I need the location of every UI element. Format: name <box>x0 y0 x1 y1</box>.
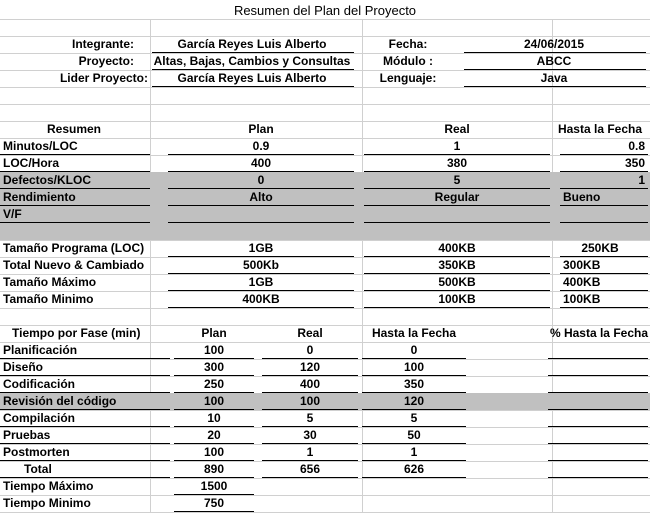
fase-row-label: Planificación <box>3 343 78 357</box>
value-underline <box>168 171 354 172</box>
value-underline <box>168 273 354 274</box>
tamano-row-plan: 1GB <box>248 275 274 289</box>
fase-row-plan: 100 <box>203 394 225 408</box>
value-underline <box>168 290 354 291</box>
fase-underline <box>262 426 358 427</box>
value-underline <box>560 188 648 189</box>
fase-underline <box>174 494 254 495</box>
resumen-row-real: 1 <box>453 139 461 153</box>
value-underline <box>364 256 550 257</box>
fases-pct-header: % Hasta la Fecha <box>549 326 648 340</box>
fase-row-label: Diseño <box>3 360 44 374</box>
fase-underline <box>262 477 358 478</box>
tamano-row-real: 400KB <box>438 241 476 255</box>
fase-row-hasta: 50 <box>407 428 421 442</box>
tamano-row-label: Tamaño Máximo <box>3 275 97 289</box>
fase-underline <box>262 409 358 410</box>
fase-underline <box>0 375 170 376</box>
tiempo-minimo-label: Tiempo Minimo <box>3 496 91 510</box>
fase-underline <box>548 477 648 478</box>
fase-underline <box>362 409 466 410</box>
integrante-value: García Reyes Luis Alberto <box>177 37 327 51</box>
fase-underline <box>0 443 170 444</box>
value-underline <box>364 205 550 206</box>
value-underline <box>364 222 550 223</box>
value-underline <box>168 307 354 308</box>
fase-total-plan: 890 <box>203 462 225 476</box>
fase-row-real: 30 <box>303 428 317 442</box>
fase-underline <box>362 460 466 461</box>
fase-underline <box>262 443 358 444</box>
lenguaje-underline <box>464 86 646 87</box>
resumen-row-real: 5 <box>453 173 461 187</box>
value-underline <box>560 290 648 291</box>
value-underline <box>560 154 648 155</box>
value-underline <box>364 290 550 291</box>
fase-underline <box>174 409 254 410</box>
fase-underline <box>262 375 358 376</box>
value-underline <box>364 171 550 172</box>
fase-row-plan: 300 <box>203 360 225 374</box>
fase-row-plan: 250 <box>203 377 225 391</box>
grid-row-line <box>0 19 650 20</box>
fase-row-plan: 10 <box>207 411 221 425</box>
page-title: Resumen del Plan del Proyecto <box>233 3 417 18</box>
fase-underline <box>548 392 648 393</box>
fase-row-real: 100 <box>299 394 321 408</box>
fase-underline <box>0 426 170 427</box>
fecha-value: 24/06/2015 <box>523 37 585 51</box>
label-underline <box>0 154 150 155</box>
lider-value: García Reyes Luis Alberto <box>177 71 327 85</box>
value-underline <box>168 222 354 223</box>
resumen-row-hasta: 0.8 <box>628 139 645 153</box>
fase-underline <box>174 392 254 393</box>
fase-row-plan: 20 <box>207 428 221 442</box>
fase-underline <box>174 460 254 461</box>
fase-underline <box>174 426 254 427</box>
lenguaje-label: Lenguaje: <box>379 71 437 85</box>
fase-underline <box>362 375 466 376</box>
label-underline <box>0 222 150 223</box>
tamano-row-label: Total Nuevo & Cambiado <box>3 258 145 272</box>
integrante-underline <box>152 52 354 53</box>
fase-underline <box>548 358 648 359</box>
tamano-row-hasta: 100KB <box>563 292 601 306</box>
fase-row-real: 1 <box>306 445 314 459</box>
fase-underline <box>0 358 170 359</box>
fases-hasta-header: Hasta la Fecha <box>371 326 457 340</box>
value-underline <box>364 188 550 189</box>
fase-underline <box>262 392 358 393</box>
fase-row-hasta: 350 <box>403 377 425 391</box>
tamano-row-plan: 1GB <box>248 241 274 255</box>
resumen-row-hasta: 350 <box>624 156 645 170</box>
resumen-row-real: 380 <box>446 156 468 170</box>
grid-row-line <box>0 308 650 309</box>
modulo-label: Módulo : <box>383 54 433 68</box>
value-underline <box>560 273 648 274</box>
value-underline <box>168 256 354 257</box>
fase-underline <box>548 375 648 376</box>
label-underline <box>0 171 150 172</box>
value-underline <box>364 307 550 308</box>
integrante-label: Integrante: <box>71 37 134 51</box>
lider-underline <box>152 86 354 87</box>
tiempo-maximo-label: Tiempo Máximo <box>3 479 94 493</box>
fase-total-real: 656 <box>299 462 321 476</box>
fase-underline <box>362 477 466 478</box>
fase-underline <box>0 460 170 461</box>
fases-header: Tiempo por Fase (min) <box>12 326 141 340</box>
tamano-row-plan: 400KB <box>242 292 280 306</box>
proyecto-label: Proyecto: <box>78 54 134 68</box>
fase-underline <box>174 511 254 512</box>
modulo-underline <box>464 69 646 70</box>
resumen-row-label: Minutos/LOC <box>3 139 78 153</box>
fase-total-label: Total <box>24 462 52 476</box>
fase-underline <box>0 477 170 478</box>
fase-underline <box>174 443 254 444</box>
fase-row-hasta: 100 <box>403 360 425 374</box>
tamano-row-hasta: 250KB <box>581 241 619 255</box>
label-underline <box>0 188 150 189</box>
value-underline <box>168 205 354 206</box>
fase-underline <box>174 375 254 376</box>
value-underline <box>364 273 550 274</box>
fase-row-real: 5 <box>306 411 314 425</box>
fase-underline <box>174 477 254 478</box>
fase-underline <box>548 409 648 410</box>
grid-col-line <box>552 19 553 513</box>
resumen-row-plan: Alto <box>249 190 273 204</box>
lenguaje-value: Java <box>540 71 568 85</box>
value-underline <box>560 307 648 308</box>
fase-row-label: Postmorten <box>3 445 70 459</box>
resumen-row-plan: 400 <box>250 156 272 170</box>
resumen-row-hasta: Bueno <box>563 190 601 204</box>
tamano-row-label: Tamaño Programa (LOC) <box>3 241 145 255</box>
fase-underline <box>548 460 648 461</box>
fase-row-hasta: 0 <box>410 343 418 357</box>
fase-underline <box>262 358 358 359</box>
grid-row-line <box>0 104 650 105</box>
resumen-plan-header: Plan <box>248 122 274 136</box>
tamano-row-plan: 500Kb <box>242 258 280 272</box>
lider-label: Lider Proyecto: <box>59 71 148 85</box>
resumen-row-plan: 0.9 <box>252 139 270 153</box>
fase-underline <box>362 426 466 427</box>
proyecto-underline <box>152 69 354 70</box>
resumen-header: Resumen <box>46 122 102 136</box>
fase-underline <box>262 460 358 461</box>
value-underline <box>560 171 648 172</box>
tamano-row-hasta: 300KB <box>563 258 601 272</box>
fase-row-label: Pruebas <box>3 428 51 442</box>
tamano-row-label: Tamaño Minimo <box>3 292 94 306</box>
value-underline <box>560 256 648 257</box>
tamano-row-real: 500KB <box>438 275 476 289</box>
fase-row-hasta: 1 <box>410 445 418 459</box>
fase-row-plan: 100 <box>203 445 225 459</box>
proyecto-value: Altas, Bajas, Cambios y Consultas <box>153 54 351 68</box>
fase-row-real: 400 <box>299 377 321 391</box>
fase-underline <box>548 443 648 444</box>
tamano-row-real: 100KB <box>438 292 476 306</box>
fase-underline <box>0 392 170 393</box>
fecha-label: Fecha: <box>388 37 428 51</box>
resumen-row-hasta: 1 <box>638 173 645 187</box>
fase-underline <box>548 426 648 427</box>
fase-underline <box>362 358 466 359</box>
fases-real-header: Real <box>297 326 323 340</box>
fase-underline <box>0 409 170 410</box>
resumen-row-label: Defectos/KLOC <box>3 173 92 187</box>
fase-underline <box>362 392 466 393</box>
fase-row-hasta: 5 <box>410 411 418 425</box>
value-underline <box>168 154 354 155</box>
label-underline <box>0 205 150 206</box>
value-underline <box>560 205 648 206</box>
fase-row-plan: 100 <box>203 343 225 357</box>
tamano-row-real: 350KB <box>438 258 476 272</box>
value-underline <box>364 154 550 155</box>
fase-row-real: 120 <box>299 360 321 374</box>
fase-underline <box>362 443 466 444</box>
tiempo-minimo-value: 750 <box>203 496 225 510</box>
value-underline <box>560 222 648 223</box>
grid-row-line <box>0 87 650 88</box>
fase-row-label: Revisión del código <box>3 394 117 408</box>
fecha-underline <box>464 52 646 53</box>
fases-plan-header: Plan <box>201 326 227 340</box>
tiempo-maximo-value: 1500 <box>200 479 228 493</box>
resumen-row-plan: 0 <box>257 173 265 187</box>
fase-row-label: Codificación <box>3 377 76 391</box>
resumen-hasta-header: Hasta la Fecha <box>557 122 643 136</box>
tamano-row-hasta: 400KB <box>563 275 601 289</box>
fase-row-hasta: 120 <box>403 394 425 408</box>
resumen-real-header: Real <box>444 122 470 136</box>
fase-row-real: 0 <box>306 343 314 357</box>
fase-underline <box>174 358 254 359</box>
modulo-value: ABCC <box>536 54 572 68</box>
resumen-row-label: Rendimiento <box>3 190 76 204</box>
fase-total-hasta: 626 <box>403 462 425 476</box>
value-underline <box>168 188 354 189</box>
resumen-row-label: LOC/Hora <box>3 156 60 170</box>
fase-row-label: Compilación <box>3 411 76 425</box>
resumen-row-label: V/F <box>3 207 22 221</box>
resumen-row-real: Regular <box>434 190 480 204</box>
